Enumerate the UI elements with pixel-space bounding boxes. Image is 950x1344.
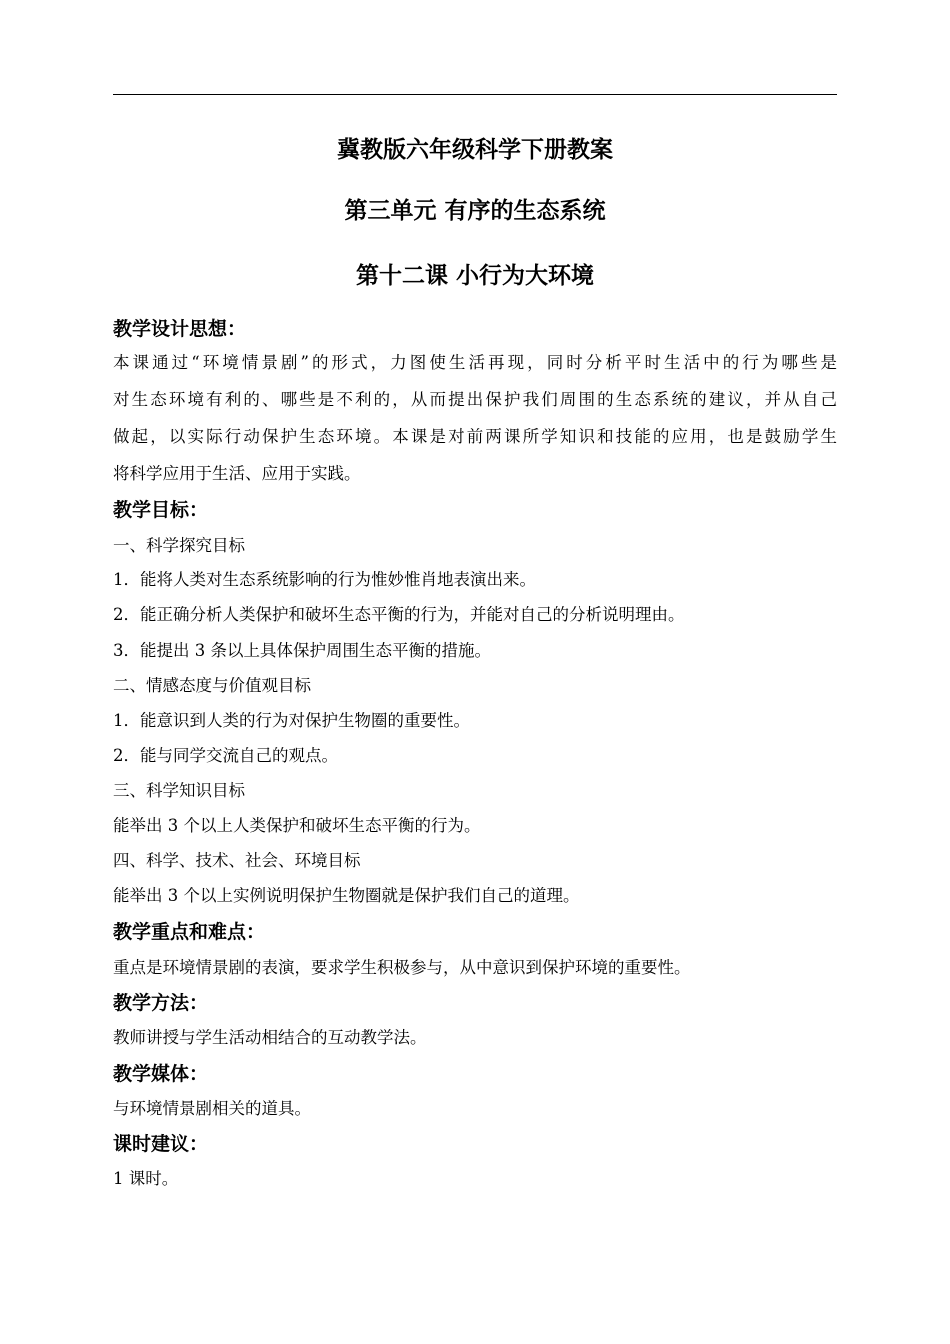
design-idea-line: 将科学应用于生活、应用于实践。 (113, 464, 361, 483)
stse-objective-title: 四、科学、技术、社会、环境目标 (113, 851, 361, 870)
objective-item: 2．能正确分析人类保护和破坏生态平衡的行为，并能对自己的分析说明理由。 (113, 605, 685, 624)
time-text: 1 课时。 (113, 1169, 179, 1188)
objectives-heading: 教学目标： (113, 499, 209, 521)
media-heading: 教学媒体： (113, 1063, 209, 1085)
stse-objective-text: 能举出 3 个以上实例说明保护生物圈就是保护我们自己的道理。 (113, 886, 580, 905)
media-text: 与环境情景剧相关的道具。 (113, 1099, 311, 1118)
objective-item: 1．能将人类对生态系统影响的行为惟妙惟肖地表演出来。 (113, 570, 536, 589)
design-idea-line: 做起，以实际行动保护生态环境。本课是对前两课所学知识和技能的应用，也是鼓励学生 (113, 427, 837, 446)
attitude-objective-title: 二、情感态度与价值观目标 (113, 676, 311, 695)
design-idea-line: 本课通过“环境情景剧”的形式，力图使生活再现，同时分析平时生活中的行为哪些是 (113, 353, 837, 372)
design-idea-line: 对生态环境有利的、哪些是不利的，从而提出保护我们周围的生态系统的建议，并从自己 (113, 390, 837, 409)
method-heading: 教学方法： (113, 992, 209, 1014)
design-idea-heading: 教学设计思想： (113, 318, 247, 340)
document-title: 冀教版六年级科学下册教案 (337, 137, 613, 163)
inquiry-objective-title: 一、科学探究目标 (113, 536, 245, 555)
unit-title: 第三单元 有序的生态系统 (344, 198, 606, 224)
header-rule (113, 94, 837, 95)
knowledge-objective-text: 能举出 3 个以上人类保护和破坏生态平衡的行为。 (113, 816, 481, 835)
objective-item: 1．能意识到人类的行为对保护生物圈的重要性。 (113, 711, 470, 730)
lesson-title: 第十二课 小行为大环境 (355, 263, 594, 289)
knowledge-objective-title: 三、科学知识目标 (113, 781, 245, 800)
key-points-heading: 教学重点和难点： (113, 921, 266, 943)
objective-item: 2．能与同学交流自己的观点。 (113, 746, 338, 765)
objective-item: 3．能提出 3 条以上具体保护周围生态平衡的措施。 (113, 641, 491, 660)
time-heading: 课时建议： (113, 1133, 209, 1155)
key-points-text: 重点是环境情景剧的表演，要求学生积极参与，从中意识到保护环境的重要性。 (113, 958, 691, 977)
method-text: 教师讲授与学生活动相结合的互动教学法。 (113, 1028, 427, 1047)
